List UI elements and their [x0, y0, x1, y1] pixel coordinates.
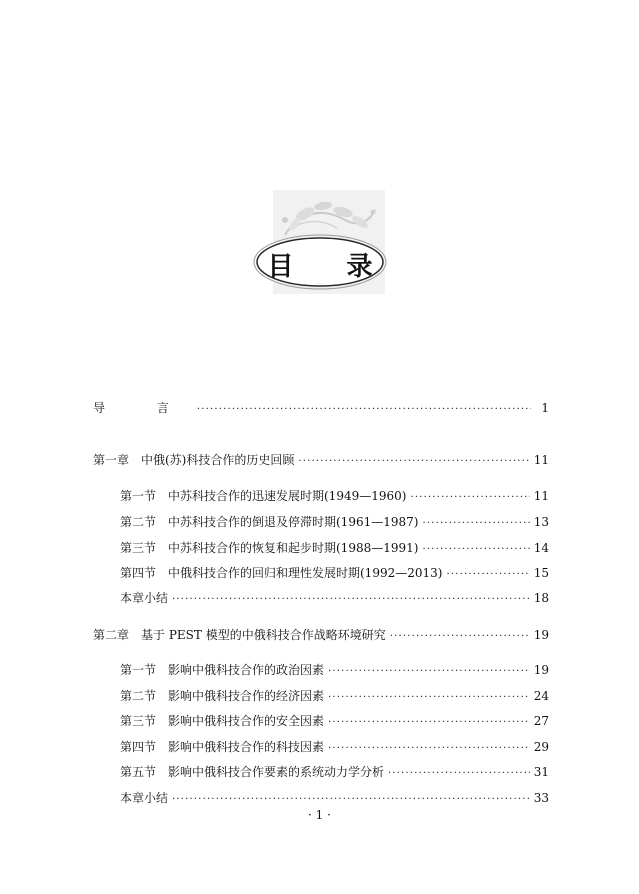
toc-entry-label: 第三节 影响中俄科技合作的安全因素: [120, 714, 325, 728]
toc-leader-dots: [390, 629, 530, 645]
toc-page-number: 13: [533, 515, 549, 529]
toc-entry-label: 导 言: [93, 401, 193, 415]
toc-chapter-2[interactable]: [93, 627, 549, 645]
toc-leader-dots: [298, 454, 529, 470]
toc-page-number: 33: [533, 791, 549, 805]
toc-page-number: 14: [533, 541, 549, 555]
page-footer-number: · 1 ·: [308, 808, 331, 822]
toc-page-number: 18: [533, 591, 549, 605]
toc-entry-label: 第四节 中俄科技合作的回归和理性发展时期(1992—2013): [120, 566, 443, 580]
toc-page-number: 15: [533, 566, 549, 580]
toc-page-number: 1: [541, 401, 549, 415]
toc-leader-dots: [422, 516, 529, 532]
toc-leader-dots: [328, 664, 530, 680]
toc-section[interactable]: [120, 790, 549, 808]
toc-leader-dots: [328, 741, 530, 757]
page-title: 目 录: [267, 252, 395, 282]
toc-page-number: 19: [533, 628, 549, 642]
toc-entry-label: 第一节 影响中俄科技合作的政治因素: [120, 663, 325, 677]
toc-page-number: 11: [533, 453, 549, 467]
toc-entry-label: 第四节 影响中俄科技合作的科技因素: [120, 740, 325, 754]
toc-section[interactable]: [120, 688, 549, 706]
toc-section[interactable]: [120, 488, 549, 506]
floral-ornament-icon: [245, 190, 395, 300]
toc-page-number: 31: [533, 765, 549, 779]
toc-entry-label: 第二节 中苏科技合作的倒退及停滞时期(1961—1987): [120, 515, 419, 529]
toc-entry-intro[interactable]: [93, 400, 549, 418]
toc-leader-dots: [410, 490, 529, 506]
toc-leader-dots: [388, 766, 530, 782]
toc-entry-label: 第五节 影响中俄科技合作要素的系统动力学分析: [120, 765, 385, 779]
toc-entry-label: 本章小结: [120, 591, 169, 605]
toc-entry-label: 本章小结: [120, 791, 169, 805]
toc-section[interactable]: [120, 565, 549, 583]
toc-leader-dots: [328, 715, 530, 731]
toc-leader-dots: [328, 690, 530, 706]
toc-section[interactable]: [120, 764, 549, 782]
toc-page-number: 29: [533, 740, 549, 754]
toc-entry-label: 第一章 中俄(苏)科技合作的历史回顾: [93, 453, 295, 467]
title-ornament: [245, 190, 395, 300]
toc-leader-dots: [172, 592, 530, 608]
toc-section[interactable]: [120, 590, 549, 608]
toc-entry-label: 第二章 基于 PEST 模型的中俄科技合作战略环境研究: [93, 628, 386, 642]
toc-section[interactable]: [120, 662, 549, 680]
toc-section[interactable]: [120, 540, 549, 558]
toc-page-number: 19: [533, 663, 549, 677]
toc-entry-label: 第三节 中苏科技合作的恢复和起步时期(1988—1991): [120, 541, 419, 555]
toc-entry-label: 第一节 中苏科技合作的迅速发展时期(1949—1960): [120, 489, 407, 503]
toc-section[interactable]: [120, 713, 549, 731]
toc-leader-dots: [446, 567, 529, 583]
toc-leader-dots: [422, 542, 529, 558]
toc-section[interactable]: [120, 739, 549, 757]
toc-page-number: 27: [533, 714, 549, 728]
toc-page-number: 24: [533, 689, 549, 703]
toc-leader-dots: [197, 402, 531, 418]
toc-entry-label: 第二节 影响中俄科技合作的经济因素: [120, 689, 325, 703]
toc-section[interactable]: [120, 514, 549, 532]
toc-chapter-1[interactable]: [93, 452, 549, 470]
toc-leader-dots: [172, 792, 530, 808]
toc-page-number: 11: [533, 489, 549, 503]
